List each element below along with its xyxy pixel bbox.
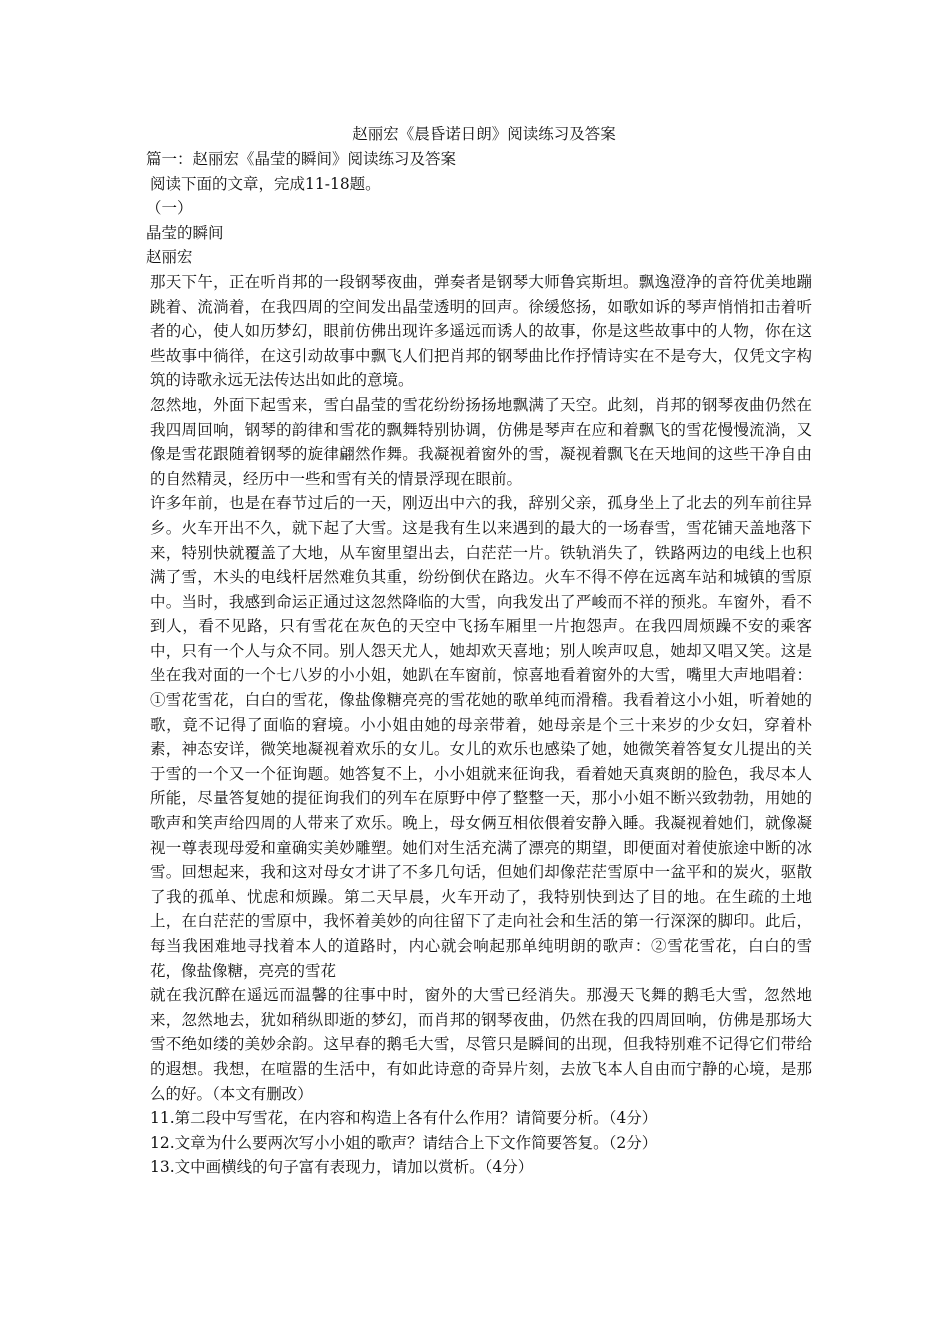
paragraph-1: 那天下午，正在听肖邦的一段钢琴夜曲，弹奏者是钢琴大师鲁宾斯坦。飘逸澄净的音符优美地蹦跳着、流淌着，在我四周的空间发出晶莹透明的回声。徐缓悠扬，如歌如诉的琴声悄悄扣击着听者的心，使人如历梦幻，眼前仿佛出现许多遥远而诱人的故事，你是这些故事中的人物，你在这些故事中徜徉，在这引动故事中飘飞人们把肖邦的钢琴曲比作抒情诗实在不是夸大，仅凭文字构筑的诗歌永远无法传达出如此的意境。 <box>150 272 812 390</box>
paragraph-3: 许多年前，也是在春节过后的一天，刚迈出中六的我，辞别父亲，孤身坐上了北去的列车前往异乡。火车开出不久，就下起了大雪。这是我有生以来遇到的最大的一场春雪，雪花铺天盖地落下来，特别快就覆盖了大地，从车窗里望出去，白茫茫一片。铁轨消失了，铁路两边的电线上也积满了雪，木头的电线杆居然难负其重，纷纷倒伏在路边。火车不得不停在远离车站和城镇的雪原中。当时，我感到命运正通过这忽然降临的大雪，向我发出了严峻而不祥的预兆。车窗外，看不到人，看不见路，只有雪花在灰色的天空中飞扬车厢里一片抱怨声。在我四周烦躁不安的乘客中，只有一个人与众不同。别人怨天尤人，她却欢天喜地；别人唉声叹息，她却又唱又笑。这是坐在我对面的一个七八岁的小小姐，她趴在车窗前，惊喜地看着窗外的大雪，嘴里大声地唱着：①雪花雪花，白白的雪花，像盐像糖亮亮的雪花她的歌单纯而滑稽。我看着这小小姐，听着她的歌，竟不记得了面临的窘境。小小姐由她的母亲带着，她母亲是个三十来岁的少女妇，穿着朴素，神态安详，微笑地凝视着欢乐的女儿。女儿的欢乐也感染了她，她微笑着答复女儿提出的关于雪的一个又一个征询题。她答复不上，小小姐就来征询我，看着她天真爽朗的脸色，我尽本人所能，尽量答复她的提征询我们的列车在原野中停了整整一天，那小小姐不断兴致勃勃，用她的歌声和笑声给四周的人带来了欢乐。晚上，母女俩互相依偎着安静入睡。我凝视着她们，就像凝视一尊表现母爱和童确实美妙雕塑。她们对生活充满了漂亮的期望，即便面对着使旅途中断的冰雪。回想起来，我和这对母女才讲了不多几句话，但她们却像茫茫雪原中一盆平和的炭火，驱散了我的孤单、忧虑和烦躁。第二天早晨，火车开动了，我特别快到达了目的地。在生疏的土地上，在白茫茫的雪原中，我怀着美妙的向往留下了走向社会和生活的第一行深深的脚印。此后，每当我困难地寻找着本人的道路时，内心就会响起那单纯明朗的歌声：②雪花雪花，白白的雪花，像盐像糖，亮亮的雪花 <box>150 494 812 980</box>
question-11: 11.第二段中写雪花，在内容和构造上各有什么作用？请简要分析。（4分） <box>150 1109 658 1128</box>
article-author: 赵丽宏 <box>146 248 193 267</box>
paragraph-2: 忽然地，外面下起雪来，雪白晶莹的雪花纷纷扬扬地飘满了天空。此刻，肖邦的钢琴夜曲仍然在我四周回响，钢琴的韵律和雪花的飘舞特别协调，仿佛是琴声在应和着飘飞的雪花慢慢流淌，又像是雪花跟随着钢琴的旋律翩然作舞。我凝视着窗外的雪，凝视着飘飞在天地间的这些干净自由的自然精灵，经历中一些和雪有关的情景浮现在眼前。 <box>150 395 812 488</box>
part-label: （一） <box>146 199 193 218</box>
document-title: 赵丽宏《晨昏诺日朗》阅读练习及答案 <box>352 125 616 143</box>
document-page <box>146 122 812 1180</box>
section-heading: 篇一：赵丽宏《晶莹的瞬间》阅读练习及答案 <box>146 150 457 168</box>
instruction-text: 阅读下面的文章，完成11-18题。 <box>150 174 381 193</box>
question-13: 13.文中画横线的句子富有表现力，请加以赏析。（4分） <box>150 1158 534 1177</box>
paragraph-4: 就在我沉醉在遥远而温馨的往事中时，窗外的大雪已经消失。那漫天飞舞的鹅毛大雪，忽然地来，忽然地去，犹如稍纵即逝的梦幻，而肖邦的钢琴夜曲，仍然在我的四周回响，仿佛是那场大雪不绝如缕的美妙余韵。这早春的鹅毛大雪，尽管只是瞬间的出现，但我特别难不记得它们带给的遐想。我想，在喧嚣的生活中，有如此诗意的奇异片刻，去放飞本人自由而宁静的心境，是那么的好。（本文有删改） <box>150 986 812 1103</box>
article-title: 晶莹的瞬间 <box>146 223 224 242</box>
question-12: 12.文章为什么要两次写小小姐的歌声？请结合上下文作简要答复。（2分） <box>150 1133 658 1152</box>
